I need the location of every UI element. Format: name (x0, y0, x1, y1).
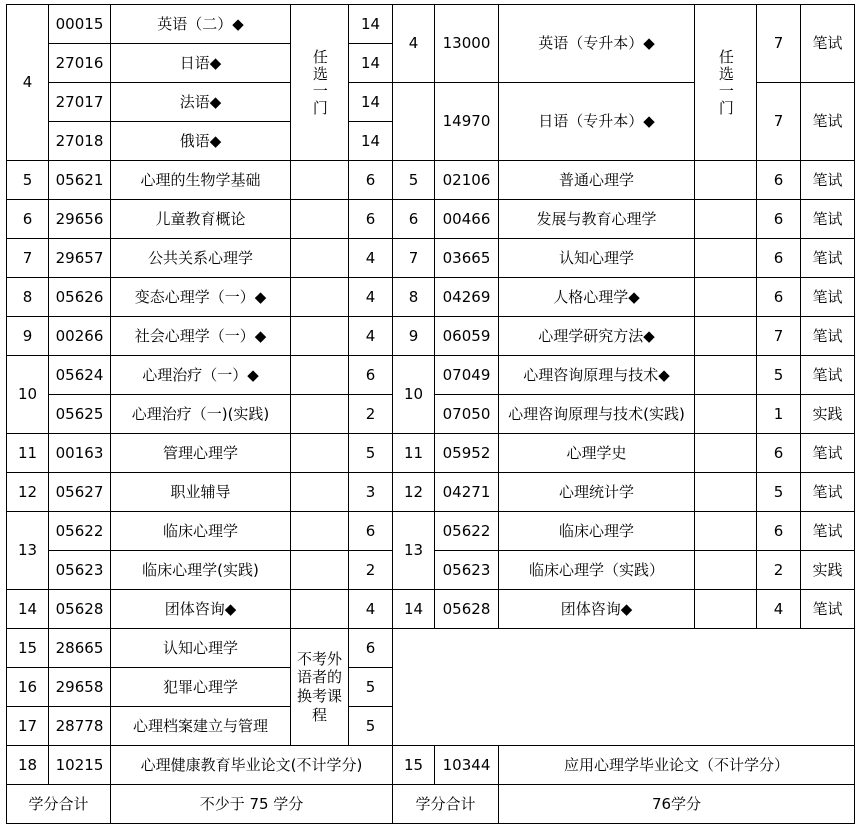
right-course-name: 心理咨询原理与技术(实践) (499, 395, 695, 434)
right-exam-type: 笔试 (801, 239, 855, 278)
right-note (695, 590, 757, 629)
right-exam-type: 实践 (801, 395, 855, 434)
left-course-name: 团体咨询◆ (111, 590, 291, 629)
left-code: 29657 (49, 239, 111, 278)
left-seq: 16 (7, 668, 49, 707)
right-code: 05623 (435, 551, 499, 590)
right-thesis-code: 10344 (435, 746, 499, 785)
left-credit: 6 (349, 512, 393, 551)
left-seq: 12 (7, 473, 49, 512)
table-row-thesis (7, 746, 855, 785)
left-code: 05627 (49, 473, 111, 512)
right-seq: 6 (393, 200, 435, 239)
left-thesis-code: 10215 (49, 746, 111, 785)
right-code: 02106 (435, 161, 499, 200)
left-seq: 4 (7, 5, 49, 161)
left-credit: 14 (349, 44, 393, 83)
right-seq: 5 (393, 161, 435, 200)
left-note (291, 512, 349, 551)
left-note (291, 356, 349, 395)
right-course-name: 认知心理学 (499, 239, 695, 278)
left-code: 05624 (49, 356, 111, 395)
left-credit: 14 (349, 83, 393, 122)
right-exam-type: 笔试 (801, 317, 855, 356)
right-seq: 8 (393, 278, 435, 317)
table-row (7, 629, 855, 668)
right-exam-type: 笔试 (801, 83, 855, 161)
right-exam-type: 笔试 (801, 5, 855, 83)
left-credit: 2 (349, 551, 393, 590)
course-table (6, 4, 855, 824)
right-seq (393, 83, 435, 161)
left-code: 29658 (49, 668, 111, 707)
right-code: 07049 (435, 356, 499, 395)
right-note (695, 161, 757, 200)
left-thesis-name: 心理健康教育毕业论文(不计学分) (111, 746, 393, 785)
left-course-name: 儿童教育概论 (111, 200, 291, 239)
left-course-name: 临床心理学 (111, 512, 291, 551)
right-note (695, 200, 757, 239)
right-credit: 4 (757, 590, 801, 629)
left-code: 29656 (49, 200, 111, 239)
left-code: 05628 (49, 590, 111, 629)
left-code: 05622 (49, 512, 111, 551)
left-note-substitute: 不考外语者的换考课程 (291, 629, 349, 746)
right-credit: 6 (757, 512, 801, 551)
left-credit: 5 (349, 434, 393, 473)
left-seq: 13 (7, 512, 49, 590)
table-row (7, 161, 855, 200)
left-code: 28778 (49, 707, 111, 746)
left-note (291, 434, 349, 473)
right-code: 03665 (435, 239, 499, 278)
right-note (695, 551, 757, 590)
left-course-name: 心理治疗（一）◆ (111, 356, 291, 395)
left-note (291, 473, 349, 512)
right-course-name: 临床心理学（实践） (499, 551, 695, 590)
left-total-label: 学分合计 (7, 785, 111, 824)
right-credit: 5 (757, 473, 801, 512)
right-course-name: 发展与教育心理学 (499, 200, 695, 239)
right-credit: 1 (757, 395, 801, 434)
table-row (7, 200, 855, 239)
left-credit: 6 (349, 200, 393, 239)
right-note (695, 356, 757, 395)
left-course-name: 日语◆ (111, 44, 291, 83)
left-thesis-seq: 18 (7, 746, 49, 785)
left-seq: 8 (7, 278, 49, 317)
left-seq: 9 (7, 317, 49, 356)
left-credit: 6 (349, 629, 393, 668)
left-course-name: 管理心理学 (111, 434, 291, 473)
right-course-name: 心理学研究方法◆ (499, 317, 695, 356)
right-note (695, 239, 757, 278)
right-seq: 7 (393, 239, 435, 278)
right-course-name: 心理统计学 (499, 473, 695, 512)
left-credit: 4 (349, 239, 393, 278)
right-exam-type: 笔试 (801, 590, 855, 629)
table-row (7, 356, 855, 395)
right-exam-type: 实践 (801, 551, 855, 590)
left-course-name: 心理治疗（一)(实践) (111, 395, 291, 434)
left-credit: 4 (349, 317, 393, 356)
left-course-name: 公共关系心理学 (111, 239, 291, 278)
right-blank-cell (393, 629, 855, 746)
right-code: 05952 (435, 434, 499, 473)
left-note-choose-one: 任选一门 (291, 5, 349, 161)
right-course-name: 心理学史 (499, 434, 695, 473)
right-credit: 7 (757, 317, 801, 356)
left-code: 28665 (49, 629, 111, 668)
left-credit: 2 (349, 395, 393, 434)
right-course-name: 心理咨询原理与技术◆ (499, 356, 695, 395)
table-row-total (7, 785, 855, 824)
right-note-choose-one: 任选一门 (695, 5, 757, 161)
table-row (7, 590, 855, 629)
right-exam-type: 笔试 (801, 278, 855, 317)
right-exam-type: 笔试 (801, 512, 855, 551)
table-row (7, 434, 855, 473)
right-exam-type: 笔试 (801, 473, 855, 512)
left-credit: 6 (349, 356, 393, 395)
left-code: 05621 (49, 161, 111, 200)
right-code: 05622 (435, 512, 499, 551)
right-code: 04271 (435, 473, 499, 512)
right-note (695, 395, 757, 434)
left-note (291, 200, 349, 239)
right-course-name: 团体咨询◆ (499, 590, 695, 629)
right-seq: 13 (393, 512, 435, 590)
table-row (7, 512, 855, 551)
right-thesis-name: 应用心理学毕业论文（不计学分） (499, 746, 855, 785)
right-course-name: 普通心理学 (499, 161, 695, 200)
left-note (291, 395, 349, 434)
left-note (291, 278, 349, 317)
right-thesis-seq: 15 (393, 746, 435, 785)
right-code: 04269 (435, 278, 499, 317)
left-code: 00015 (49, 5, 111, 44)
right-total-value: 76学分 (499, 785, 855, 824)
left-code: 27017 (49, 83, 111, 122)
left-code: 27016 (49, 44, 111, 83)
table-row (7, 317, 855, 356)
table-row (7, 473, 855, 512)
right-credit: 7 (757, 83, 801, 161)
right-credit: 6 (757, 278, 801, 317)
right-course-name: 英语（专升本）◆ (499, 5, 695, 83)
right-credit: 6 (757, 200, 801, 239)
right-code: 14970 (435, 83, 499, 161)
right-credit: 2 (757, 551, 801, 590)
left-course-name: 犯罪心理学 (111, 668, 291, 707)
left-note (291, 317, 349, 356)
right-seq: 4 (393, 5, 435, 83)
left-code: 05623 (49, 551, 111, 590)
left-note (291, 161, 349, 200)
right-code: 00466 (435, 200, 499, 239)
left-credit: 5 (349, 668, 393, 707)
right-note (695, 434, 757, 473)
left-seq: 15 (7, 629, 49, 668)
left-course-name: 心理档案建立与管理 (111, 707, 291, 746)
right-exam-type: 笔试 (801, 356, 855, 395)
right-code: 06059 (435, 317, 499, 356)
right-seq: 14 (393, 590, 435, 629)
right-code: 05628 (435, 590, 499, 629)
left-note (291, 590, 349, 629)
right-course-name: 临床心理学 (499, 512, 695, 551)
left-course-name: 俄语◆ (111, 122, 291, 161)
left-seq: 7 (7, 239, 49, 278)
right-note (695, 278, 757, 317)
right-credit: 6 (757, 161, 801, 200)
table-row (7, 5, 855, 44)
left-course-name: 法语◆ (111, 83, 291, 122)
course-plan-sheet (0, 4, 858, 813)
right-code: 13000 (435, 5, 499, 83)
right-code: 07050 (435, 395, 499, 434)
right-credit: 6 (757, 239, 801, 278)
left-credit: 6 (349, 161, 393, 200)
left-code: 27018 (49, 122, 111, 161)
right-course-name: 人格心理学◆ (499, 278, 695, 317)
left-seq: 11 (7, 434, 49, 473)
left-course-name: 临床心理学(实践) (111, 551, 291, 590)
left-credit: 14 (349, 122, 393, 161)
right-seq: 12 (393, 473, 435, 512)
left-code: 00163 (49, 434, 111, 473)
left-course-name: 变态心理学（一）◆ (111, 278, 291, 317)
right-note (695, 512, 757, 551)
left-seq: 6 (7, 200, 49, 239)
table-row (7, 239, 855, 278)
right-exam-type: 笔试 (801, 161, 855, 200)
left-course-name: 心理的生物学基础 (111, 161, 291, 200)
table-row (7, 278, 855, 317)
right-credit: 6 (757, 434, 801, 473)
left-course-name: 认知心理学 (111, 629, 291, 668)
left-note (291, 551, 349, 590)
left-code: 00266 (49, 317, 111, 356)
left-code: 05625 (49, 395, 111, 434)
left-course-name: 职业辅导 (111, 473, 291, 512)
right-seq: 10 (393, 356, 435, 434)
right-exam-type: 笔试 (801, 434, 855, 473)
right-exam-type: 笔试 (801, 200, 855, 239)
left-note (291, 239, 349, 278)
right-total-label: 学分合计 (393, 785, 499, 824)
right-seq: 11 (393, 434, 435, 473)
right-note (695, 473, 757, 512)
left-credit: 4 (349, 590, 393, 629)
right-course-name: 日语（专升本）◆ (499, 83, 695, 161)
right-seq: 9 (393, 317, 435, 356)
left-credit: 3 (349, 473, 393, 512)
left-credit: 14 (349, 5, 393, 44)
left-seq: 10 (7, 356, 49, 434)
left-course-name: 英语（二）◆ (111, 5, 291, 44)
right-note (695, 317, 757, 356)
left-seq: 5 (7, 161, 49, 200)
left-course-name: 社会心理学（一）◆ (111, 317, 291, 356)
right-credit: 7 (757, 5, 801, 83)
left-seq: 14 (7, 590, 49, 629)
left-credit: 4 (349, 278, 393, 317)
left-seq: 17 (7, 707, 49, 746)
right-credit: 5 (757, 356, 801, 395)
left-total-value: 不少于 75 学分 (111, 785, 393, 824)
left-code: 05626 (49, 278, 111, 317)
left-credit: 5 (349, 707, 393, 746)
